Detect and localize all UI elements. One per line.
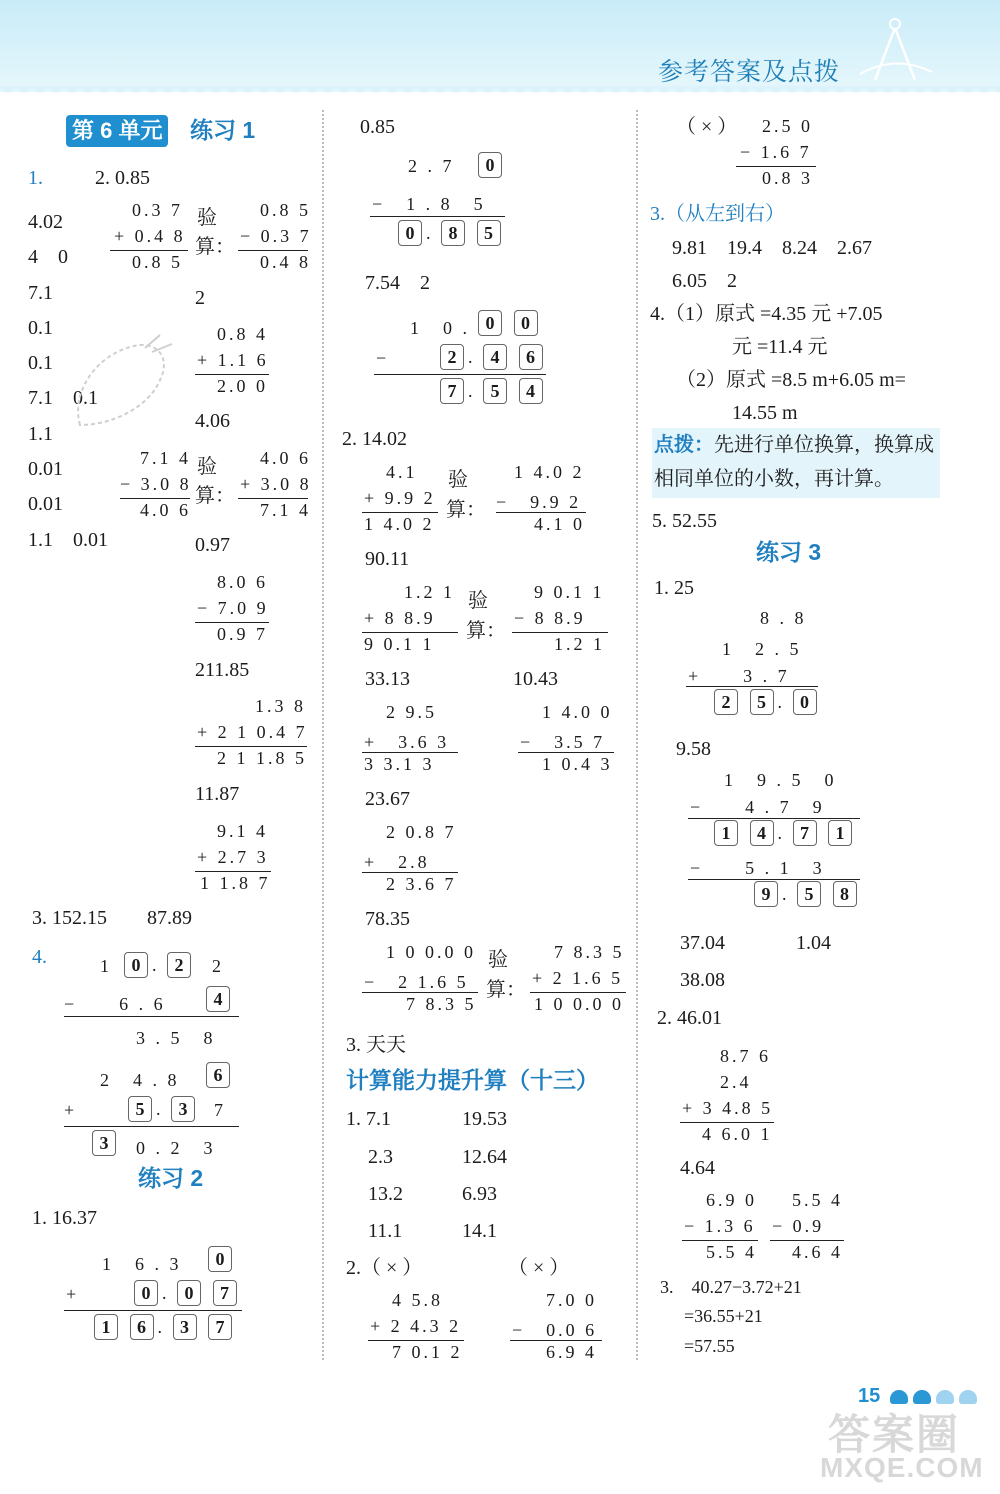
answer-text: 0.1 xyxy=(28,317,53,339)
vertical-calculation: 4.1 + 9.9 2 1 4.0 2 xyxy=(362,460,442,538)
answer-text: 2. 14.02 xyxy=(342,428,407,450)
section-title: 练习 1 xyxy=(190,117,256,143)
answer-text: 23.67 xyxy=(365,788,410,810)
section-title: 练习 3 xyxy=(756,539,822,565)
check-label: 验 xyxy=(197,456,217,478)
answer-text: 4.64 xyxy=(680,1157,715,1179)
vertical-calculation: 1 0 . 0 0 − 2 . 4 6 7 . 5 4 xyxy=(374,308,554,410)
check-label: 验 xyxy=(468,590,488,612)
check-label: 算： xyxy=(466,620,506,642)
column-divider xyxy=(322,110,324,1360)
vertical-calculation: 1 9 . 5 0 − 4 . 7 9 1 4 . 7 1 − 5 . 1 3 9 . 5 8 xyxy=(688,764,868,913)
question-number: 3.（从左到右） xyxy=(650,203,785,225)
answer-text: 1.1 xyxy=(28,423,53,445)
answer-text: 9.58 xyxy=(676,738,711,760)
answer-text: （ × ） xyxy=(508,1257,570,1279)
question-number: 4. xyxy=(32,946,47,968)
answer-text: 0.97 xyxy=(195,534,230,556)
tip-label: 点拨： xyxy=(654,434,714,456)
answer-text: 4.（1）原式 =4.35 元 +7.05 xyxy=(650,303,883,325)
check-calculation: 9 0.1 1 − 8 8.9 1.2 1 xyxy=(512,580,612,658)
vertical-calculation: 1 0 0.0 0 − 2 1.6 5 7 8.3 5 xyxy=(364,942,477,1014)
answer-text: 0.01 xyxy=(28,493,63,515)
vertical-calculation: 0.8 4 + 1.1 6 2.0 0 xyxy=(197,324,269,396)
check-calculation: 7 8.3 5 + 2 1.6 5 1 0 0.0 0 xyxy=(532,942,625,1014)
check-label: 算： xyxy=(195,236,235,258)
check-calculation: 4.0 6 + 3.0 8 7.1 4 xyxy=(240,448,312,520)
answer-text: 2. 0.85 xyxy=(95,167,150,189)
question-number: 1. xyxy=(28,167,43,189)
vertical-calculation: 1 0 . 2 2 − 6 . 6 4 3 . 5 8 xyxy=(64,950,244,1052)
vertical-calculation: 1.2 1 + 8 8.9 9 0.1 1 xyxy=(362,580,462,658)
vertical-calculation: 1.3 8 + 2 1 0.4 7 2 1 1.8 5 xyxy=(197,696,308,768)
answer-text: 元 =11.4 元 xyxy=(732,336,828,358)
answer-text: 0.85 xyxy=(360,116,395,138)
check-label: 算： xyxy=(195,485,235,507)
answer-text: 7.1 0.1 xyxy=(28,387,98,409)
vertical-calculation: 5.5 4 − 0.9 4.6 4 xyxy=(772,1190,843,1262)
check-label: 验 xyxy=(197,207,217,229)
vertical-calculation: 8.7 6 2.4 + 3 4.8 5 4 6.0 1 xyxy=(682,1046,774,1144)
sketch-doodle xyxy=(60,330,180,440)
answer-text: 211.85 xyxy=(195,659,250,681)
column-divider xyxy=(636,110,638,1360)
check-label: 验 xyxy=(488,949,508,971)
check-calculation: 0.8 5 − 0.3 7 0.4 8 xyxy=(240,200,312,272)
answer-text: 1. 25 xyxy=(654,577,694,599)
vertical-calculation: 7.0 0 − 0.0 6 6.9 4 xyxy=(510,1288,610,1366)
answer-text: 33.13 xyxy=(365,668,410,690)
answer-text: 38.08 xyxy=(680,969,725,991)
vertical-calculation: 0.3 7 + 0.4 8 0.8 5 xyxy=(110,198,190,276)
vertical-calculation: 2 4 . 8 6 + 5 . 3 7 3 0 . 2 3 xyxy=(64,1060,244,1162)
answer-text: 12.64 xyxy=(462,1146,507,1168)
answer-text: 6.05 2 xyxy=(672,270,737,292)
answer-text: 5. 52.55 xyxy=(652,510,717,532)
vertical-calculation: 2 . 7 0 − 1 . 8 5 0 . 8 5 xyxy=(370,150,510,252)
page-number: 15 xyxy=(858,1385,881,1407)
watermark-logo: 答案圈 MXQE.COM xyxy=(820,1411,984,1483)
answer-text: =57.55 xyxy=(684,1336,735,1356)
answer-text: 7.54 2 xyxy=(365,272,430,294)
answer-text: 0.01 xyxy=(28,458,63,480)
answer-text: 4.02 xyxy=(28,211,63,233)
answer-text: 13.2 xyxy=(368,1183,403,1205)
answer-text: 7.1 xyxy=(28,282,53,304)
section-title: 练习 2 xyxy=(138,1165,204,1191)
answer-text: 0.1 xyxy=(28,352,53,374)
check-label: 算： xyxy=(486,979,526,1001)
answer-text: （2）原式 =8.5 m+6.05 m= xyxy=(676,369,906,391)
answer-text: 11.87 xyxy=(195,783,240,805)
answer-text: 4.06 xyxy=(195,410,230,432)
vertical-calculation: 2.5 0 − 1.6 7 0.8 3 xyxy=(736,114,826,192)
tip-content: 先进行单位换算，换算成相同单位的小数，再计算。 xyxy=(654,434,934,490)
check-label: 验 xyxy=(448,469,468,491)
answer-text: 1. 16.37 xyxy=(32,1207,97,1229)
check-label: 算： xyxy=(446,499,486,521)
vertical-calculation: 1 6 . 3 0 + 0 . 0 7 1 6 . 3 7 xyxy=(64,1244,244,1346)
vertical-calculation: 7.1 4 − 3.0 8 4.0 6 xyxy=(120,448,192,520)
answer-text: 2.3 xyxy=(368,1146,393,1168)
answer-text: 9.81 19.4 8.24 2.67 xyxy=(672,237,872,259)
answer-text: （ × ） xyxy=(676,116,738,138)
answer-text: 14.55 m xyxy=(732,402,798,424)
answer-text: 3. 40.27−3.72+21 xyxy=(660,1277,802,1297)
answer-text: 14.1 xyxy=(462,1220,497,1242)
header-wave-decoration xyxy=(0,86,1000,98)
answer-text: 1. 7.1 xyxy=(346,1108,391,1130)
answer-text: 3. 天天 xyxy=(346,1034,406,1056)
header-title: 参考答案及点拨 xyxy=(657,58,840,86)
compass-icon xyxy=(850,14,940,84)
section-title: 计算能力提升算（十三） xyxy=(346,1067,599,1093)
check-calculation: 1 4.0 2 − 9.9 2 4.1 0 xyxy=(496,462,585,534)
answer-text: =36.55+21 xyxy=(684,1306,763,1326)
tip-box xyxy=(652,428,940,498)
vertical-calculation: 8.0 6 − 7.0 9 0.9 7 xyxy=(197,572,269,644)
answer-text: 11.1 xyxy=(368,1220,403,1242)
answer-text: 1.04 xyxy=(796,932,831,954)
vertical-calculation: 6.9 0 − 1.3 6 5.5 4 xyxy=(684,1190,757,1262)
answer-text: 2.（ × ） xyxy=(346,1257,423,1279)
unit-badge: 第 6 单元 xyxy=(66,115,168,147)
answer-text: 4 0 xyxy=(28,246,68,268)
answer-text: 19.53 xyxy=(462,1108,507,1130)
vertical-calculation: 2 0.8 7 + 2.8 2 3.6 7 xyxy=(364,822,457,894)
answer-text: 3. 152.15 87.89 xyxy=(32,907,192,929)
answer-text: 78.35 xyxy=(365,908,410,930)
vertical-calculation: 4 5.8 + 2 4.3 2 7 0.1 2 xyxy=(370,1290,463,1362)
answer-text: 6.93 xyxy=(462,1183,497,1205)
answer-text: 1.1 0.01 xyxy=(28,529,108,551)
vertical-calculation: 1 4.0 0 − 3.5 7 1 0.4 3 xyxy=(520,702,613,774)
vertical-calculation: 2 9.5 + 3.6 3 3 3.1 3 xyxy=(362,700,462,778)
vertical-calculation: 9.1 4 + 2.7 3 1 1.8 7 xyxy=(197,821,271,893)
answer-text: 2. 46.01 xyxy=(657,1007,722,1029)
answer-text: 10.43 xyxy=(513,668,558,690)
answer-text: 37.04 xyxy=(680,932,725,954)
answer-text: 2 xyxy=(195,287,205,309)
answer-text: 90.11 xyxy=(365,548,410,570)
tip-text xyxy=(654,428,940,496)
vertical-calculation: 8 . 8 1 2 . 5 + 3 . 7 2 5 . 0 xyxy=(686,606,826,721)
